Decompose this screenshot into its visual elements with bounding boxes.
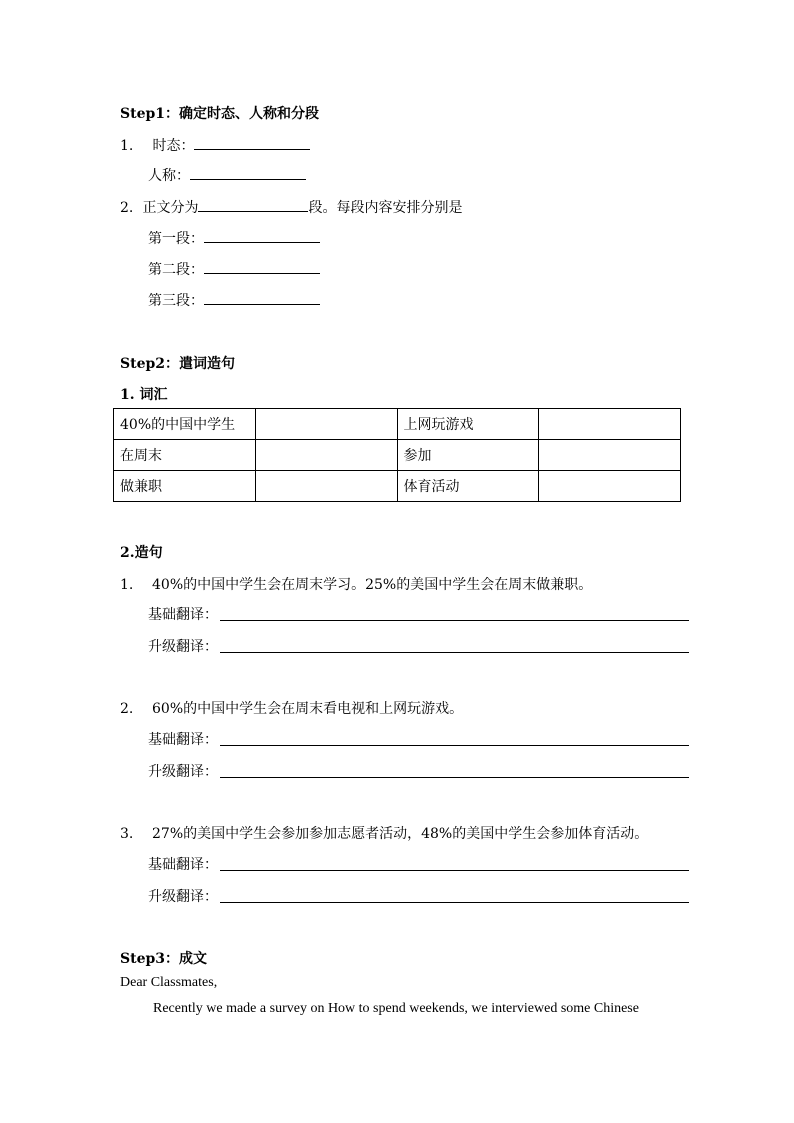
advanced-translation-label: 升级翻译： (148, 639, 218, 655)
paragraph-count-row (120, 197, 462, 217)
vocab-cell: 体育活动 (397, 471, 539, 502)
basic-translation-line[interactable] (220, 870, 689, 871)
sentence-text: 40%的中国中学生会在周末学习。25%的美国中学生会在周末做兼职。 (152, 577, 593, 593)
paragraph-row-2 (148, 259, 320, 279)
letter-greeting: Dear Classmates, (120, 975, 218, 990)
sentence-1 (120, 574, 592, 594)
vocab-table (113, 408, 681, 502)
paragraph-prefix: 正文分为 (142, 200, 199, 216)
advanced-translation-line[interactable] (220, 777, 689, 778)
step3-heading: Step3：成文 (120, 951, 208, 967)
table-row (114, 471, 681, 502)
item-number: 1. (120, 138, 134, 154)
answer-cell[interactable] (255, 471, 397, 502)
answer-cell[interactable] (539, 409, 681, 440)
answer-cell[interactable] (539, 440, 681, 471)
table-row (114, 440, 681, 471)
paragraph-suffix: 段。每段内容安排分别是 (308, 200, 463, 216)
basic-translation-line[interactable] (220, 745, 689, 746)
step2-heading: Step2：遣词造句 (120, 356, 236, 372)
paragraph-blank[interactable] (204, 228, 320, 243)
answer-cell[interactable] (539, 471, 681, 502)
advanced-translation-line[interactable] (220, 652, 689, 653)
sentence-number: 2. (120, 701, 134, 717)
tense-row (120, 135, 310, 155)
vocab-heading: 1. 词汇 (120, 387, 168, 403)
answer-cell[interactable] (255, 409, 397, 440)
vocab-cell: 在周末 (114, 440, 256, 471)
letter-body: Recently we made a survey on How to spend weekends, we interviewed some Chinese (153, 1001, 639, 1016)
vocab-cell: 上网玩游戏 (397, 409, 539, 440)
paragraph-row-3 (148, 290, 320, 310)
item-number: 2. (120, 200, 134, 216)
paragraph-row-1 (148, 228, 320, 248)
sentence-number: 3. (120, 826, 134, 842)
tense-blank[interactable] (194, 135, 310, 150)
sentence-heading: 2.造句 (120, 545, 163, 561)
sentence-3 (120, 823, 648, 843)
vocab-cell: 做兼职 (114, 471, 256, 502)
sentence-number: 1. (120, 577, 134, 593)
basic-translation-label: 基础翻译： (148, 857, 218, 873)
basic-translation-line[interactable] (220, 620, 689, 621)
step1-heading: Step1：确定时态、人称和分段 (120, 106, 320, 122)
sentence-text: 60%的中国中学生会在周末看电视和上网玩游戏。 (152, 701, 464, 717)
person-row (148, 165, 306, 185)
vocab-cell: 40%的中国中学生 (114, 409, 256, 440)
paragraph-blank[interactable] (204, 290, 320, 305)
sentence-2 (120, 698, 463, 718)
paragraph-label: 第一段： (148, 231, 204, 247)
vocab-cell: 参加 (397, 440, 539, 471)
tense-label: 时态： (152, 138, 195, 154)
advanced-translation-label: 升级翻译： (148, 889, 218, 905)
answer-cell[interactable] (255, 440, 397, 471)
paragraph-label: 第二段： (148, 262, 204, 278)
table-row (114, 409, 681, 440)
basic-translation-label: 基础翻译： (148, 607, 218, 623)
person-label: 人称： (148, 168, 190, 184)
advanced-translation-label: 升级翻译： (148, 764, 218, 780)
paragraph-count-blank[interactable] (198, 197, 308, 212)
person-blank[interactable] (190, 165, 306, 180)
basic-translation-label: 基础翻译： (148, 732, 218, 748)
paragraph-blank[interactable] (204, 259, 320, 274)
advanced-translation-line[interactable] (220, 902, 689, 903)
paragraph-label: 第三段： (148, 293, 204, 309)
sentence-text: 27%的美国中学生会参加参加志愿者活动，48%的美国中学生会参加体育活动。 (152, 826, 649, 842)
